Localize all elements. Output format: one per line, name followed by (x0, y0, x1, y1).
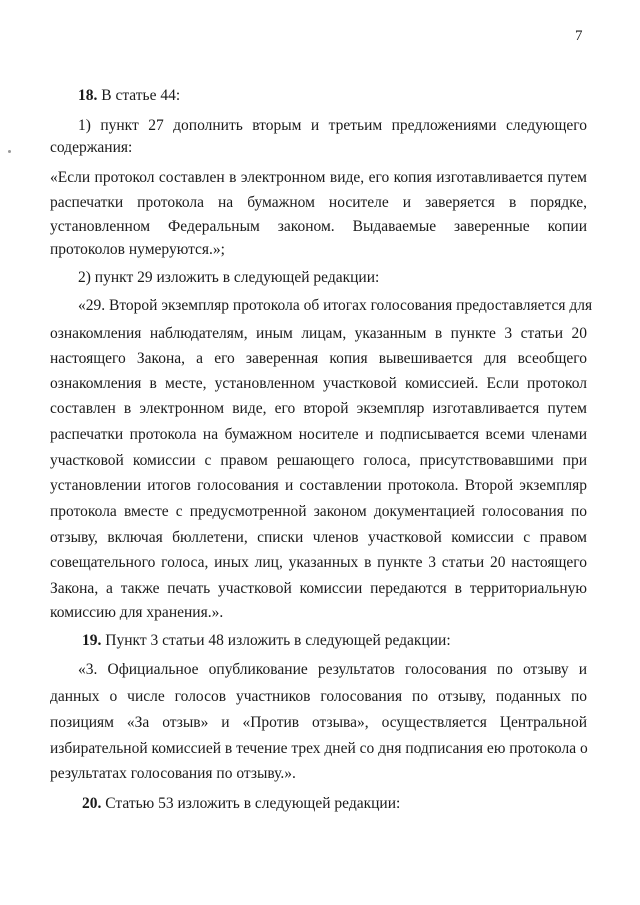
section-20-title: Статью 53 изложить в следующей редакции: (101, 795, 401, 812)
paragraph-line: Закона, а также печать участковой комиссии передаются в территориальную (50, 580, 587, 597)
page-number: 7 (575, 28, 583, 44)
section-20-number: 20. (82, 795, 102, 812)
paragraph-line: комиссию для хранения.». (50, 604, 224, 621)
section-19-title: Пункт 3 статьи 48 изложить в следующей редакции: (101, 632, 451, 649)
paragraph-line: «29. Второй экземпляр протокола об итогах голосования предоставляется для (78, 297, 593, 314)
paragraph-line: содержания: (50, 139, 133, 156)
section-18-heading (78, 86, 587, 106)
paragraph-line: участковой комиссии с правом решающего голоса, присутствовавшими при (50, 452, 587, 469)
paragraph-line: ознакомления в месте, установленном участковой комиссией. Если протокол (50, 375, 587, 392)
paragraph-line: данных о числе голосов участников голосования по отзыву, поданных по (50, 688, 587, 705)
paragraph-line: «Если протокол составлен в электронном виде, его копия изготавливается путем (50, 169, 587, 186)
paragraph-line: распечатки протокола на бумажном носителе и подписывается всеми членами (50, 426, 587, 443)
section-18-title: В статье 44: (97, 87, 181, 104)
scan-speck (8, 150, 11, 153)
paragraph-line: 1) пункт 27 дополнить вторым и третьим предложениями следующего (78, 117, 587, 134)
paragraph-line: позициям «За отзыв» и «Против отзыва», осуществляется Центральной (50, 714, 587, 731)
paragraph-line: совещательного голоса, иных лиц, указанных в пункте 3 статьи 20 настоящего (50, 554, 587, 571)
section-19-heading (82, 631, 587, 651)
paragraph-line: составлен в электронном виде, его второй экземпляр изготавливается путем (50, 400, 587, 417)
paragraph-line: установленном Федеральным законом. Выдаваемые заверенные копии (50, 218, 587, 235)
paragraph-line: отзыву, включая бюллетени, списки членов участковой комиссии с правом (50, 529, 587, 546)
paragraph-line: избирательной комиссией в течение трех дней со дня подписания ею протокола о (50, 740, 588, 757)
paragraph-line: протоколов нумеруются.»; (50, 241, 225, 258)
paragraph-line: распечатки протокола на бумажном носителе и заверяется в порядке, (50, 194, 587, 211)
paragraph-line: установлении итогов голосования и составлении протокола. Второй экземпляр (50, 477, 587, 494)
section-19-number: 19. (82, 632, 102, 649)
section-18-number: 18. (78, 87, 98, 104)
paragraph-line: ознакомления наблюдателям, иным лицам, указанным в пункте 3 статьи 20 (50, 325, 587, 342)
paragraph-line: «3. Официальное опубликование результатов голосования по отзыву и (78, 661, 587, 678)
paragraph-line: 2) пункт 29 изложить в следующей редакции: (78, 269, 380, 286)
paragraph-line: протокола вместе с предусмотренной законом документацией голосования по (50, 503, 587, 520)
paragraph-line: настоящего Закона, а его заверенная копия вывешивается для всеобщего (50, 350, 587, 367)
section-20-heading (82, 794, 587, 814)
paragraph-line: результатах голосования по отзыву.». (50, 765, 296, 782)
